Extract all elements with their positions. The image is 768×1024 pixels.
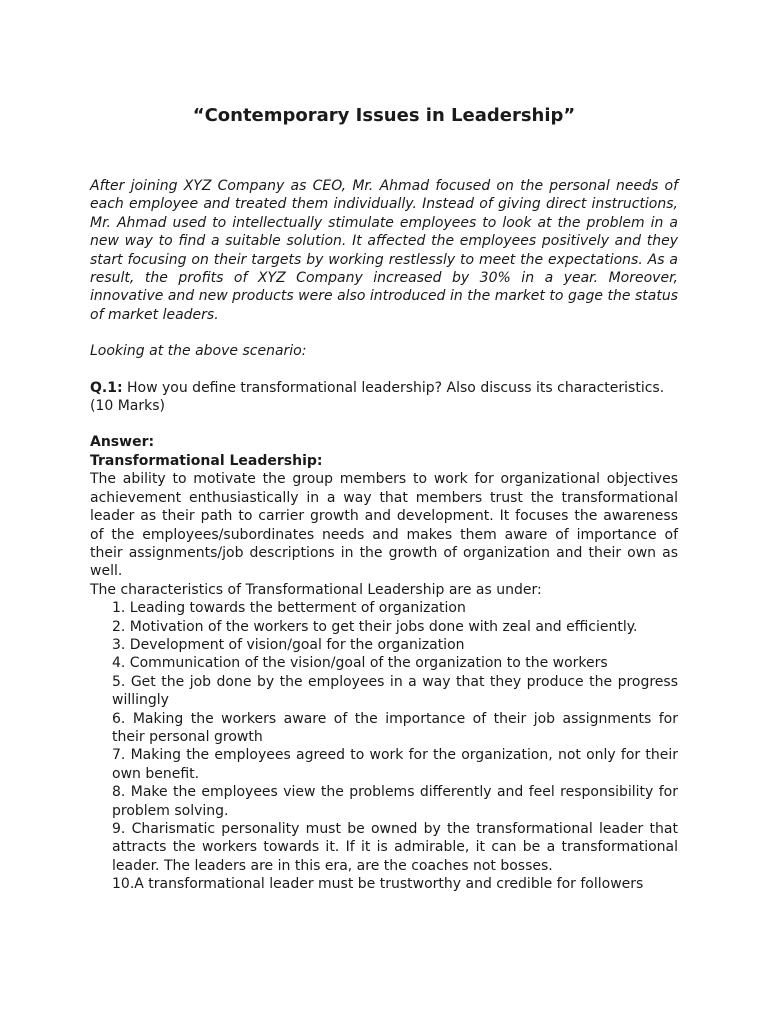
list-item: 8. Make the employees view the problems differently and feel responsibility for problem solving. [112,784,678,819]
list-item: 5. Get the job done by the employees in a way that they produce the progress willingly [112,673,678,709]
answer-heading: Transformational Leadership: [90,452,323,469]
list-item: 6. Making the workers aware of the importance of their job assignments for their personal growth [112,710,678,745]
scenario-prompt: Looking at the above scenario: [90,343,307,360]
question-label: Q.1: [90,379,123,396]
list-item: 4. Communication of the vision/goal of the organization to the workers [112,655,608,672]
list-item: 2. Motivation of the workers to get their jobs done with zeal and efficiently. [112,618,638,635]
list-item: 7. Making the employees agreed to work for the organization, not only for their own benefit. [112,747,678,782]
document-title: “Contemporary Issues in Leadership” [192,105,576,126]
answer-label: Answer: [90,434,155,451]
answer-block [90,433,678,893]
list-item: 9. Charismatic personality must be owned by the transformational leader that attracts the workers towards it. If it is admirable, it can be a transformational leader. The leaders are in this era, are the coaches not bosses. [112,821,678,874]
question-text: How you define transformational leadership? Also discuss its characteristics. [122,379,665,396]
scenario-paragraph: After joining XYZ Company as CEO, Mr. Ahmad focused on the personal needs of each employee and treated them individually. Instead of giving direct instructions, Mr. Ahmad used to intellectually stimulate employees to look at the problem in a new way to find a suitable solution. It affected the employees positively and they start focusing on their targets by working restlessly to meet the expectations. As a result, the profits of XYZ Company increased by 30% in a year. Moreover, innovative and new products were also introduced in the market to gage the status of market leaders. [90,178,678,323]
list-item: 1. Leading towards the betterment of organization [112,600,466,617]
list-item: 10.A transformational leader must be trustworthy and credible for followers [112,876,644,893]
characteristics-intro: The characteristics of Transformational Leadership are as under: [90,581,542,598]
list-item: 3. Development of vision/goal for the organization [112,636,465,653]
question-block [90,379,678,416]
definition-paragraph: The ability to motivate the group members to work for organizational objectives achievement enthusiastically in a way that members trust the transformational leader as their path to carrier growth and development. It focuses the awareness of the employees/subordinates needs and makes them aware of importance of their assignments/job descriptions in the growth of organization and their own as well. [90,471,678,580]
characteristics-list [90,599,678,894]
question-marks: (10 Marks) [90,398,166,415]
document-body [90,177,678,894]
